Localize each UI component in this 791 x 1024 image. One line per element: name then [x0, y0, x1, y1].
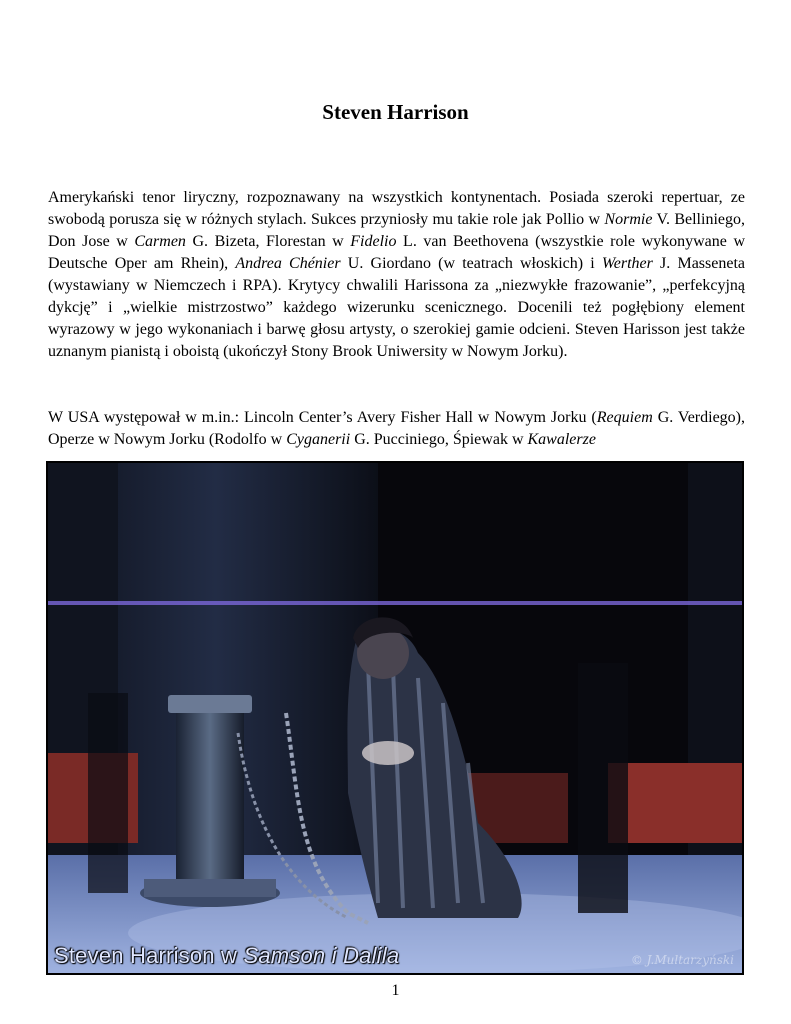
caption-prefix: Steven Harrison w [54, 943, 244, 968]
photographer-watermark: © J.Multarzyński [630, 953, 734, 967]
italic-title-text: Kawalerze [527, 431, 596, 448]
text-run: W USA występował w m.in.: Lincoln Center’s Avery Fisher Hall w Nowym Jorku ( [48, 409, 597, 426]
paragraph-usa-performances [48, 407, 745, 451]
stage-photo-image [48, 463, 742, 973]
text-run: G. Pucciniego, Śpiewak w [350, 431, 528, 448]
italic-title-text: Cyganerii [286, 431, 351, 448]
photo-caption [54, 943, 399, 969]
text-run: G. Verdiego), Operze w Nowym Jorku (Rodolfo w [48, 409, 746, 448]
text-run: V. Belliniego, Don Jose w [48, 211, 745, 250]
paragraph-biography [48, 187, 745, 363]
text-run: G. Bizeta, Florestan w [185, 233, 351, 250]
italic-title-text: Fidelio [350, 233, 397, 250]
page-number: 1 [391, 982, 400, 999]
text-run: J. Masseneta (wystawiany w Niemczech i RPA). Krytycy chwalili Harissona za „niezwykłe frazowanie”, „perfekcyjną dykcję” i „wielkie mistrzostwo” każdego wizerunku scenicznego. Docenili też pogłębiony element wyrazowy w jego wykonaniach i barwę głosu artysty, o szerokiej gamie odcieni. Steven Harisson jest także uznanym pianistą i oboistą (ukończył Stony Brook Uniwersity w Nowym Jorku). [48, 255, 745, 360]
italic-title-text: Werther [601, 255, 653, 272]
text-run: Amerykański tenor liryczny, rozpoznawany na wszystkich kontynentach. Posiada szeroki repertuar, ze swobodą porusza się w różnych stylach. Sukces przyniosły mu takie role jak Pollio w [48, 189, 745, 228]
stage-photo [46, 461, 744, 975]
italic-title-text: Requiem [596, 409, 653, 426]
italic-title-text: Carmen [134, 233, 186, 250]
page-title: Steven Harrison [322, 100, 469, 124]
italic-title-text: Normie [604, 211, 653, 228]
caption-opera-title: Samson i Dalila [243, 943, 400, 968]
text-run: U. Giordano (w teatrach włoskich) i [340, 255, 602, 272]
italic-title-text: Andrea Chénier [235, 255, 341, 272]
text-run: L. van Beethovena (wszystkie role wykonywane w Deutsche Oper am Rhein), [48, 233, 745, 272]
